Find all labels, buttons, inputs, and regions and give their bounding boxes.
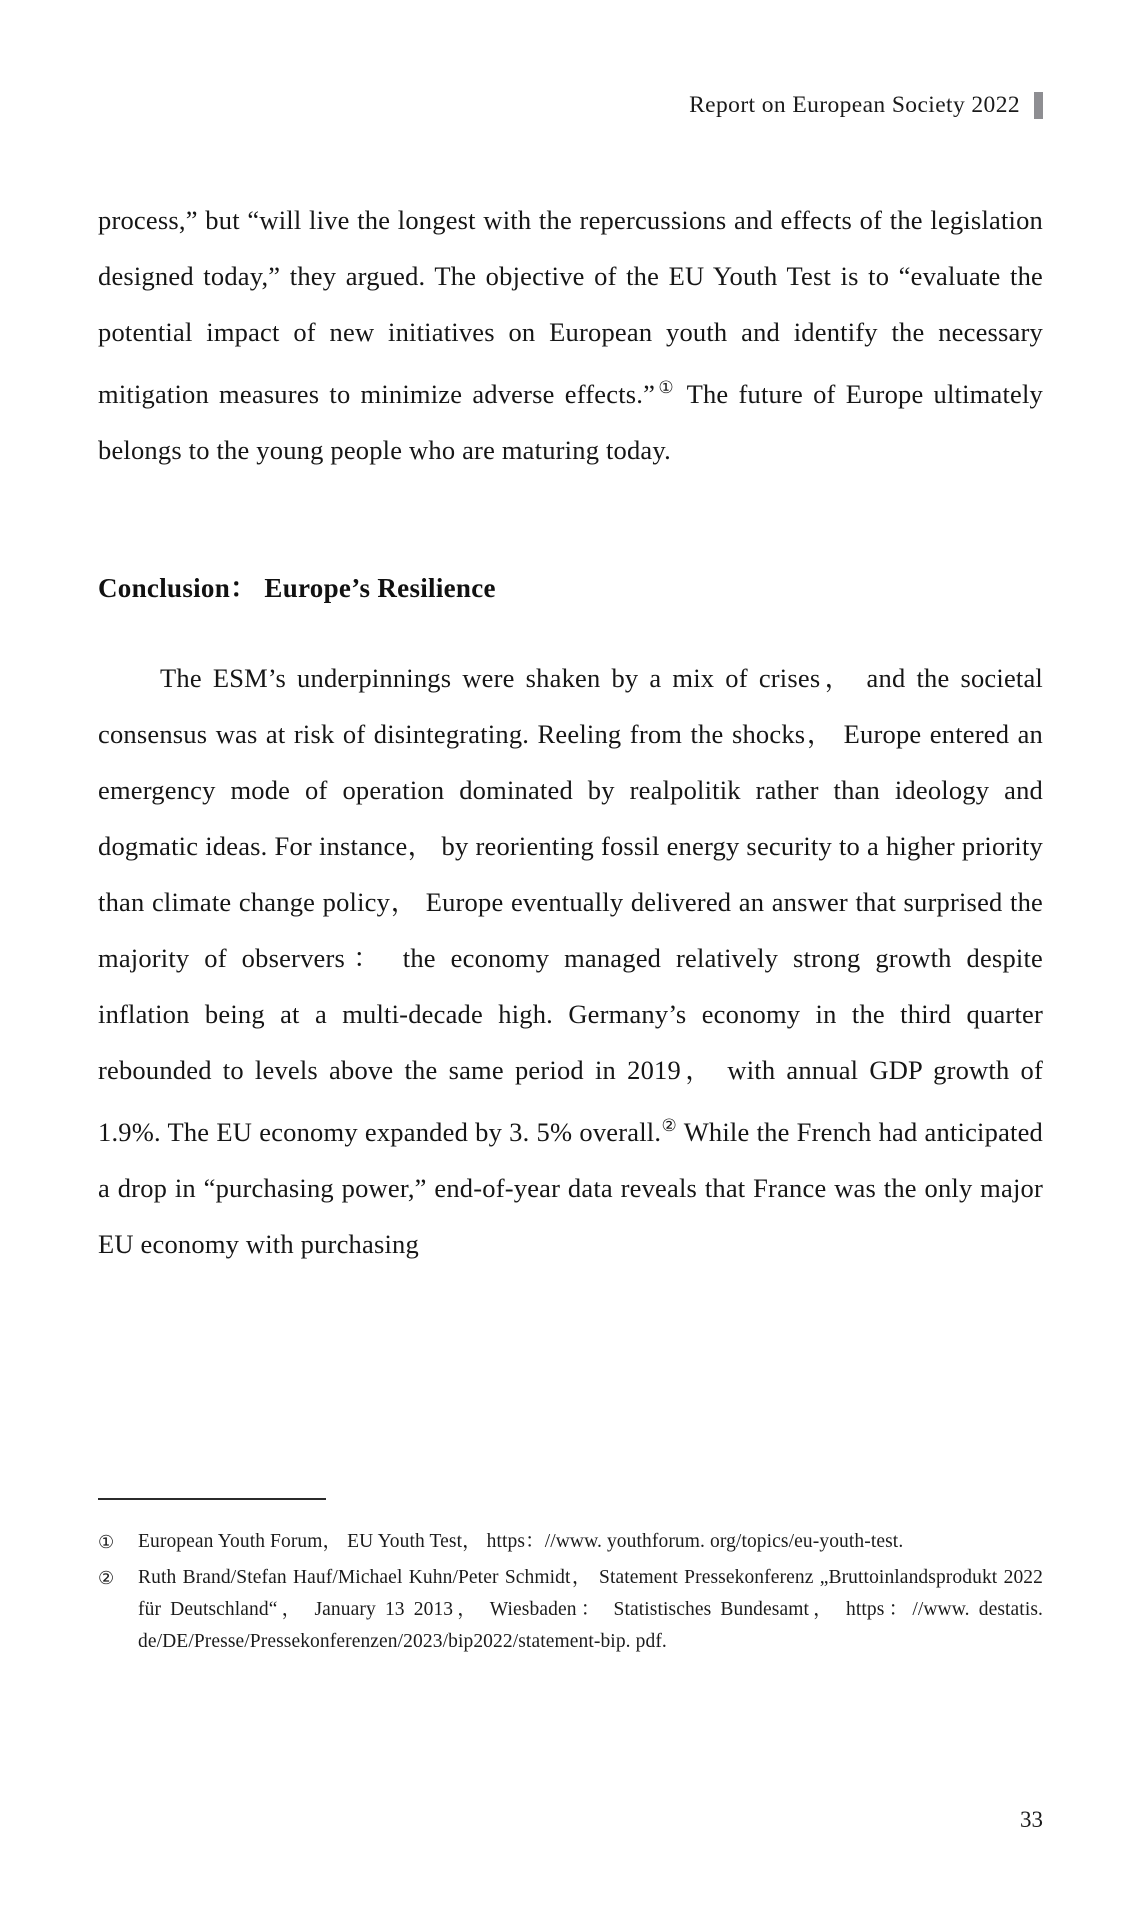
heading-spacer bbox=[98, 612, 1043, 650]
running-head-title: Report on European Society 2022 bbox=[689, 91, 1020, 118]
paragraph-conclusion bbox=[98, 650, 1043, 1272]
footnote-item bbox=[98, 1562, 1043, 1658]
footnote-divider bbox=[98, 1498, 326, 1500]
section-heading: Conclusion： Europe’s Resilience bbox=[98, 573, 496, 603]
footnote-text: European Youth Forum， EU Youth Test， https：//www. youthforum. org/topics/eu-youth-test. bbox=[138, 1530, 904, 1552]
footnote-ref-2[interactable]: ② bbox=[661, 1116, 678, 1135]
body-text bbox=[98, 192, 1043, 1272]
paragraph-continued bbox=[98, 192, 1043, 478]
footnote-marker: ① bbox=[98, 1531, 115, 1552]
paragraph-1-cont: The future of Europe ultimately belongs to the young people who are maturing today. bbox=[98, 379, 1043, 465]
footnote-marker: ② bbox=[98, 1567, 115, 1588]
footnote-text: Ruth Brand/Stefan Hauf/Michael Kuhn/Peter Schmidt， Statement Pressekonferenz „Bruttoinlandsprodukt 2022 für Deutschland“， January 13 2013， Wiesbaden： Statistisches Bundesamt， https：//www. destatis. de/DE/Presse/Pressekonferenzen/2023/bip2022/statement-bip. pdf. bbox=[138, 1566, 1043, 1652]
footnotes bbox=[98, 1498, 1043, 1662]
paragraph-2-text-b: While the French had anticipated a drop in “purchasing power,” end-of-year data reveals that France was the only major EU economy with purchasing bbox=[98, 1117, 1044, 1259]
footnote-ref-1[interactable]: ① bbox=[655, 378, 677, 397]
paragraph-1-text: process,” but “will live the longest with the repercussions and effects of the legislation designed today,” they argued. The objective of the EU Youth Test is to “evaluate the potential impact of new initiatives on European youth and identify the necessary mitigation measures to minimize adverse effects.” bbox=[98, 205, 1043, 409]
header-marker-icon bbox=[1034, 92, 1043, 119]
footnote-item bbox=[98, 1526, 1043, 1558]
running-head bbox=[98, 85, 1043, 125]
paragraph-2-text-a: The ESM’s underpinnings were shaken by a mix of crises， and the societal consensus was at risk of disintegrating. Reeling from the shocks， Europe entered an emergency mode of operation dominated by realpolitik rather than ideology and dogmatic ideas. For instance， by reorienting fossil energy security to a higher priority than climate change policy， Europe eventually delivered an answer that surprised the majority of observers： the economy managed relatively strong growth despite inflation being at a multi-decade high. Germany’s economy in the third quarter rebounded to levels above the same period in 2019， with annual GDP growth of 1.9%. The EU economy expanded by 3. 5% overall. bbox=[98, 663, 1043, 1147]
paragraph-spacer bbox=[98, 478, 1043, 564]
page-number: 33 bbox=[1020, 1807, 1043, 1832]
